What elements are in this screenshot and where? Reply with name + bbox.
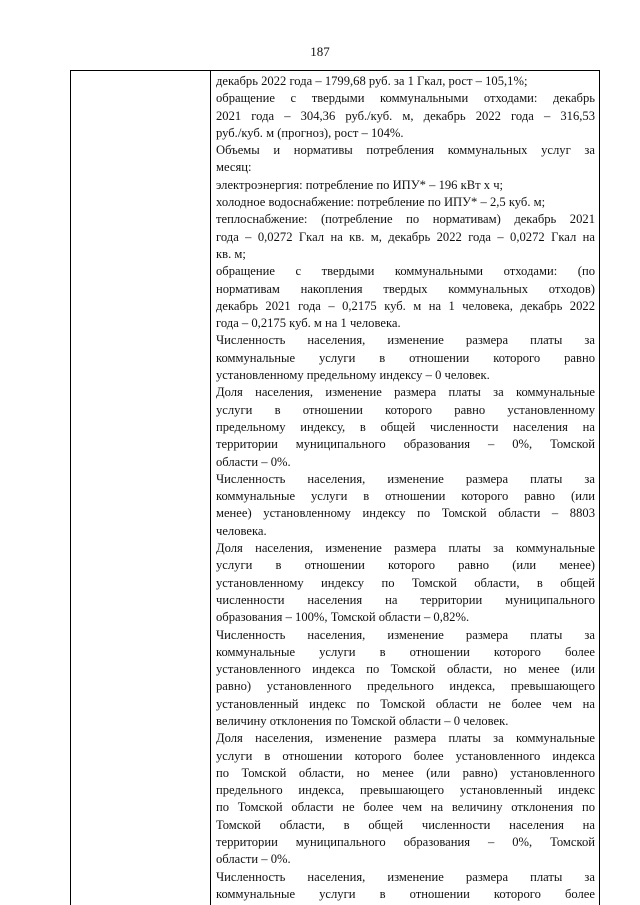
text-line: образования – 100%, Томской области – 0,82%. bbox=[216, 610, 470, 625]
text-line: предельного индекса, превышающего установленный индекс bbox=[216, 783, 595, 798]
text-line: года – 0,0272 Гкал на кв. м, декабрь 2022 года – 0,0272 Гкал на bbox=[216, 229, 595, 244]
document-table bbox=[70, 70, 600, 905]
text-line: области – 0%. bbox=[216, 454, 291, 469]
text-line: кв. м; bbox=[216, 246, 246, 261]
text-line: руб./куб. м (прогноз), рост – 104%. bbox=[216, 125, 404, 140]
text-line: величину отклонения по Томской области – 0 человек. bbox=[216, 713, 509, 728]
text-block bbox=[216, 73, 595, 903]
text-line: Численность населения, изменение размера платы за bbox=[216, 627, 595, 642]
text-line: Доля населения, изменение размера платы за коммунальные bbox=[216, 731, 595, 746]
text-line: услуги в отношении которого равно установленному bbox=[216, 402, 595, 417]
text-line: установленному предельному индексу – 0 человек. bbox=[216, 368, 490, 383]
text-line: коммунальные услуги в отношении которого равно bbox=[216, 350, 595, 365]
text-line: Численность населения, изменение размера платы за bbox=[216, 869, 595, 884]
text-line: человека. bbox=[216, 523, 267, 538]
text-line: 2021 года – 304,36 руб./куб. м, декабрь 2022 года – 316,53 bbox=[216, 108, 595, 123]
text-line: коммунальные услуги в отношении которого равно (или bbox=[216, 489, 595, 504]
text-line: Численность населения, изменение размера платы за bbox=[216, 333, 595, 348]
text-line: численности населения на территории муниципального bbox=[216, 592, 595, 607]
text-line: месяц: bbox=[216, 160, 252, 175]
text-line: Объемы и нормативы потребления коммунальных услуг за bbox=[216, 143, 595, 158]
text-line: по Томской области не более чем на величину отклонения по bbox=[216, 800, 595, 815]
text-line: территории муниципального образования – 0%, Томской bbox=[216, 835, 595, 850]
text-line: установленному индексу по Томской области, в общей bbox=[216, 575, 595, 590]
text-line: декабрь 2022 года – 1799,68 руб. за 1 Гкал, рост – 105,1%; bbox=[216, 74, 528, 88]
table-right-column bbox=[212, 71, 598, 905]
text-line: холодное водоснабжение: потребление по ИПУ* – 2,5 куб. м; bbox=[216, 195, 546, 210]
text-line: коммунальные услуги в отношении которого более bbox=[216, 644, 595, 659]
table-left-column bbox=[71, 71, 211, 905]
text-line: обращение с твердыми коммунальными отходами: декабрь bbox=[216, 91, 595, 106]
text-line: Доля населения, изменение размера платы за коммунальные bbox=[216, 541, 595, 556]
text-line: электроэнергия: потребление по ИПУ* – 196 кВт х ч; bbox=[216, 177, 504, 192]
page-number: 187 bbox=[310, 44, 330, 59]
text-line: Томской области, в общей численности населения на bbox=[216, 817, 595, 832]
text-line: менее) установленному индексу по Томской области – 8803 bbox=[216, 506, 595, 521]
text-line: нормативам накопления твердых коммунальных отходов) bbox=[216, 281, 595, 296]
text-line: территории муниципального образования – 0%, Томской bbox=[216, 437, 595, 452]
text-line: коммунальные услуги в отношении которого более bbox=[216, 886, 595, 901]
text-line: области – 0%. bbox=[216, 852, 291, 867]
text-line: года – 0,2175 куб. м на 1 человека. bbox=[216, 316, 401, 331]
text-line: теплоснабжение: (потребление по нормативам) декабрь 2021 bbox=[216, 212, 595, 227]
text-line: равно) установленного предельного индекса, превышающего bbox=[216, 679, 595, 694]
text-line: услуги в отношении которого равно (или менее) bbox=[216, 558, 595, 573]
text-line: предельному индексу, в общей численности населения на bbox=[216, 419, 595, 434]
text-line: по Томской области, но менее (или равно) установленного bbox=[216, 765, 595, 780]
text-line: установленного индекса по Томской области, но менее (или bbox=[216, 662, 595, 677]
text-line: Доля населения, изменение размера платы за коммунальные bbox=[216, 385, 595, 400]
text-line: услуги в отношении которого более установленного индекса bbox=[216, 748, 595, 763]
text-line: декабрь 2021 года – 0,2175 куб. м на 1 человека, декабрь 2022 bbox=[216, 298, 595, 313]
text-line: Численность населения, изменение размера платы за bbox=[216, 471, 595, 486]
text-line: обращение с твердыми коммунальными отходами: (по bbox=[216, 264, 595, 279]
text-line: установленный индекс по Томской области не более чем на bbox=[216, 696, 595, 711]
